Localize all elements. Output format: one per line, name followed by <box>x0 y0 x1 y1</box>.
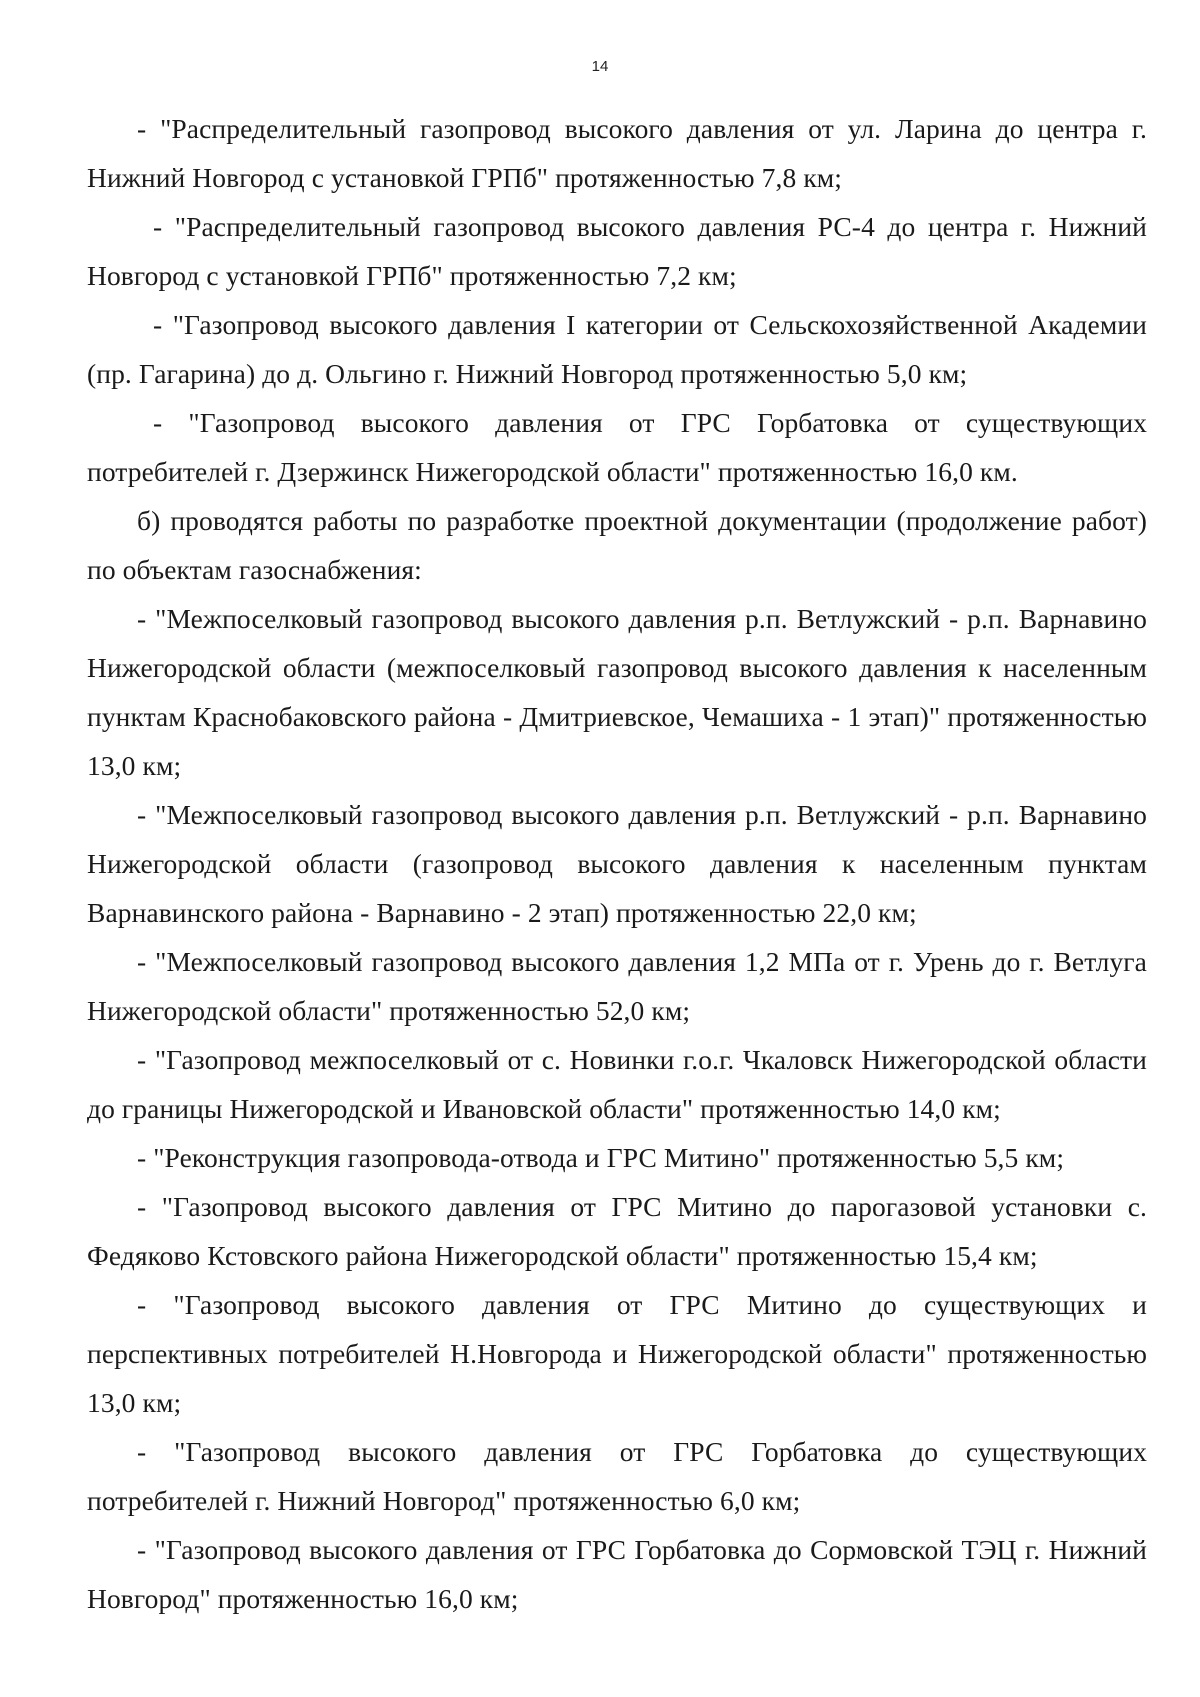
paragraph-8: - "Межпоселковый газопровод высокого давления 1,2 МПа от г. Урень до г. Ветлуга Нижегородской области" протяженностью 52,0 км; <box>87 946 1147 1026</box>
paragraph-5: б) проводятся работы по разработке проектной документации (продолжение работ) по объектам газоснабжения: <box>87 505 1147 585</box>
paragraph-11: - "Газопровод высокого давления от ГРС Митино до парогазовой установки с. Федяково Кстовского района Нижегородской области" протяженностью 15,4 км; <box>87 1191 1147 1271</box>
paragraph-7: - "Межпоселковый газопровод высокого давления р.п. Ветлужский - р.п. Варнавино Нижегородской области (газопровод высокого давления к населенным пунктам Варнавинского района - Варнавино - 2 этап) протяженностью 22,0 км; <box>87 799 1147 928</box>
paragraph-3: - "Газопровод высокого давления I категории от Сельскохозяйственной Академии (пр. Гагарина) до д. Ольгино г. Нижний Новгород протяженностью 5,0 км; <box>87 309 1147 389</box>
paragraph-4: - "Газопровод высокого давления от ГРС Горбатовка от существующих потребителей г. Дзержинск Нижегородской области" протяженностью 16,0 км. <box>87 407 1147 487</box>
page-number: 14 <box>591 58 609 75</box>
paragraph-1: - "Распределительный газопровод высокого давления от ул. Ларина до центра г. Нижний Новгород с установкой ГРПб" протяженностью 7,8 км; <box>87 113 1147 193</box>
paragraph-6: - "Межпоселковый газопровод высокого давления р.п. Ветлужский - р.п. Варнавино Нижегородской области (межпоселковый газопровод высокого давления к населенным пунктам Краснобаковского района - Дмитриевское, Чемашиха - 1 этап)" протяженностью 13,0 км; <box>87 603 1147 781</box>
paragraph-10: - "Реконструкция газопровода-отвода и ГРС Митино" протяженностью 5,5 км; <box>137 1142 1065 1173</box>
paragraph-2: - "Распределительный газопровод высокого давления РС-4 до центра г. Нижний Новгород с установкой ГРПб" протяженностью 7,2 км; <box>87 211 1147 291</box>
paragraph-14: - "Газопровод высокого давления от ГРС Горбатовка до Сормовской ТЭЦ г. Нижний Новгород" протяженностью 16,0 км; <box>87 1534 1147 1614</box>
paragraph-12: - "Газопровод высокого давления от ГРС Митино до существующих и перспективных потребителей Н.Новгорода и Нижегородской области" протяженностью 13,0 км; <box>87 1289 1147 1418</box>
document-body <box>87 104 1147 1623</box>
paragraph-9: - "Газопровод межпоселковый от с. Новинки г.о.г. Чкаловск Нижегородской области до границы Нижегородской и Ивановской области" протяженностью 14,0 км; <box>87 1044 1147 1124</box>
paragraph-13: - "Газопровод высокого давления от ГРС Горбатовка до существующих потребителей г. Нижний Новгород" протяженностью 6,0 км; <box>87 1436 1147 1516</box>
